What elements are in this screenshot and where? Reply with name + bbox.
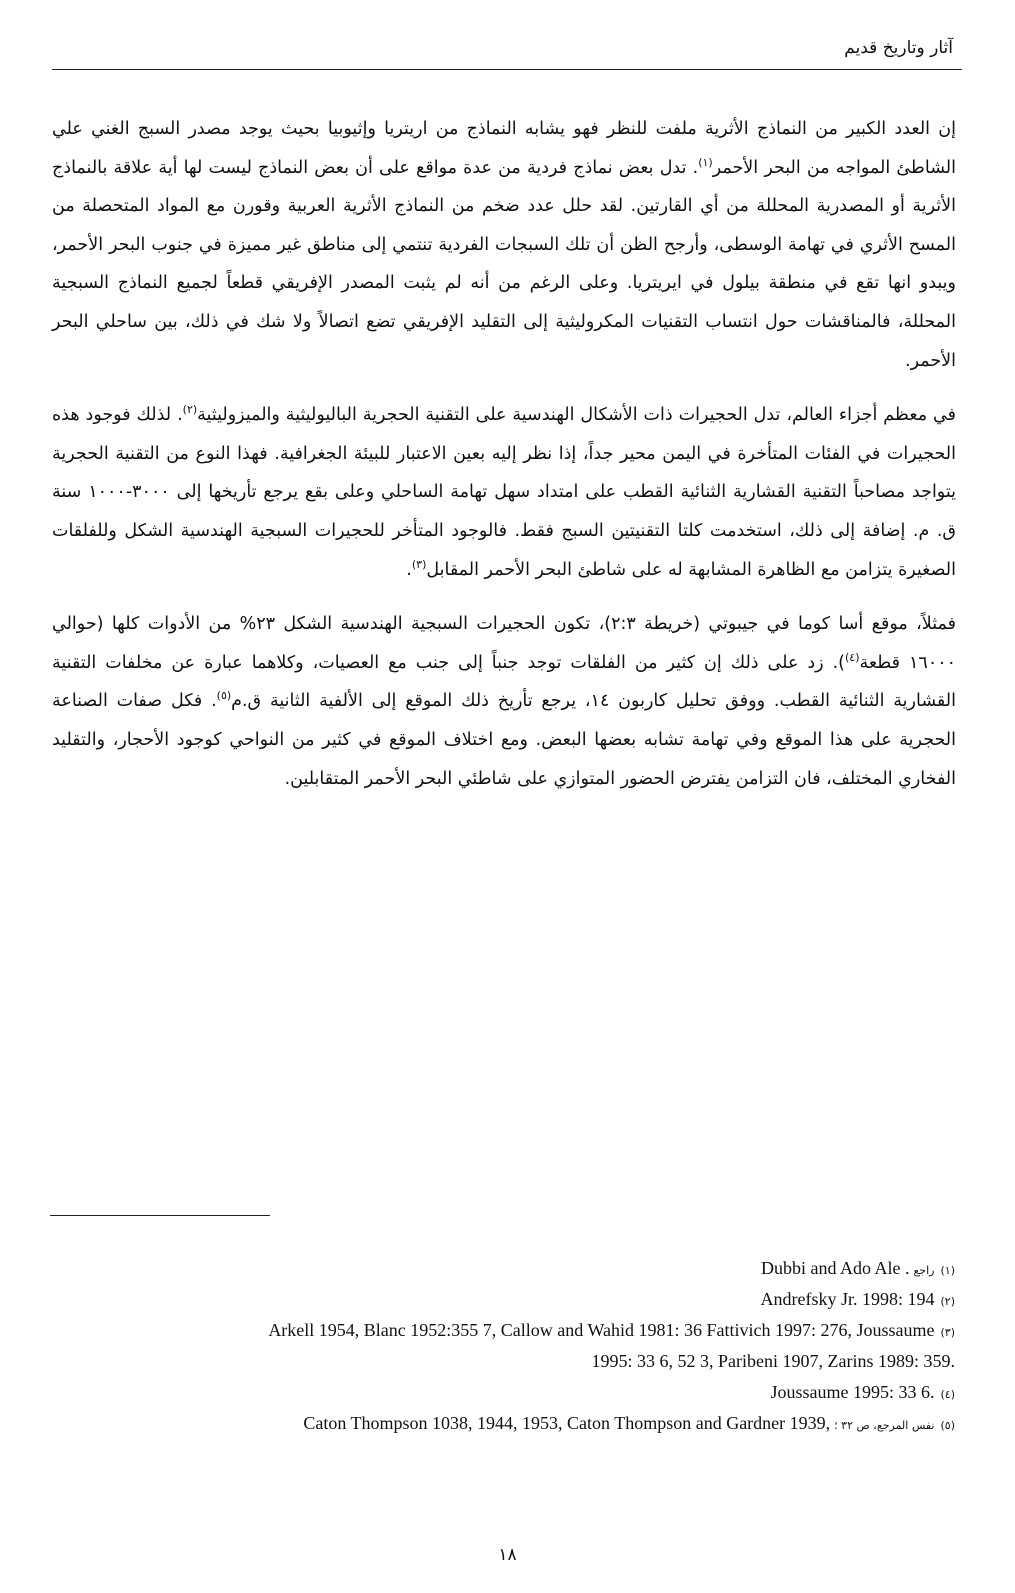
paragraph-1 [52,110,956,380]
paragraph-text: إن العدد الكبير من النماذج الأثرية ملفت للنظر فهو يشابه النماذج من اريتريا وإثيوبيا بحيث يوجد مصدر السبج الغني علي الشاطئ المواجه من البحر الأحمر [52,119,957,178]
footnote-reference: Dubbi and Ado Ale . [760,1258,910,1278]
footnote-marker: (٤) [844,650,860,664]
paragraph-2 [52,396,956,589]
footnote-2 [50,1285,955,1316]
footnote-5 [50,1409,955,1440]
footnote-number: (٤) [940,1388,955,1401]
footnote-reference: Arkell 1954, Blanc 1952:355 7, Callow and Wahid 1981: 36 Fattivich 1997: 276, Joussaume [268,1320,935,1340]
footnote-rule [50,1215,270,1216]
footnote-number: (٥) [940,1419,955,1432]
footnote-reference: Joussaume 1995: 33 6. [770,1382,935,1402]
footnotes [50,1254,955,1440]
footnote-marker: (٥) [216,689,232,703]
paragraph-text: في معظم أجزاء العالم، تدل الحجيرات ذات الأشكال الهندسية على التقنية الحجرية الباليوليثية والميزوليثية [197,405,956,426]
paragraph-text: ). زد على ذلك إن كثير من الفلقات توجد جنباً إلى جنب مع العصيات، وكلاهما عبارة عن مخلفات التقنية القشارية الثنائية القطب. ووفق تحليل كاربون ١٤، يرجع تأريخ ذلك الموقع إلى الألفية الثانية ق.م [52,652,956,712]
footnote-marker: (٣) [411,557,427,571]
footnote-arabic: نفس المرجع، ص ٣٢ ؛ [834,1419,935,1432]
paragraph-text: . [406,559,412,580]
footnote-1 [50,1254,955,1285]
footnote-reference: 1995: 33 6, 52 3, Paribeni 1907, Zarins 1989: 359. [591,1351,955,1371]
paragraph-text: فمثلاً، موقع أسا كوما في جيبوتي (خريطة ٢:٣)، تكون الحجيرات السبجية الهندسية الشكل ٢٣% من الأدوات كلها (حوالي ١٦٠٠٠ قطعة [52,614,957,673]
footnote-reference: Andrefsky Jr. 1998: 194 [760,1289,935,1309]
body-text [52,110,956,814]
footnote-reference: Caton Thompson 1038, 1944, 1953, Caton Thompson and Gardner 1939, [303,1413,831,1433]
footnote-3 [50,1316,955,1347]
footnote-number: (٣) [940,1326,955,1339]
paragraph-3 [52,605,956,798]
footnote-number: (٢) [940,1295,955,1308]
footnote-marker: (٢) [182,403,198,417]
paragraph-text: . تدل بعض نماذج فردية من عدة مواقع على أن بعض النماذج ليست لها أية علاقة بالنماذج الأثرية أو المصدرية المحللة من أي القارتين. لقد حلل عدد ضخم من النماذج الأثرية العربية وقورن مع المواد المتحصلة من المسح الأثري في تهامة الوسطى، وأرجح الظن أن تلك السبجات الفردية تنتمي إلى مناطق غير مميزة في جنوب البحر الأحمر، ويبدو انها تقع في منطقة بيلول في ايريتريا. وعلى الرغم من أنه لم يثبت المصدر الإفريقي قطعاً لجميع النماذج السبجية المحللة، فالمناقشات حول انتساب التقنيات المكروليثية إلى التقليد الإفريقي تضع اتصالاً ولا شك في ذلك، بين ساحلي البحر الأحمر. [52,157,956,371]
footnote-marker: (١) [698,155,713,169]
footnote-3-continued [50,1347,955,1378]
footnote-4 [50,1378,955,1409]
footnote-number: (١) [940,1264,955,1277]
paragraph-text: . لذلك فوجود هذه الحجيرات في الفئات المتأخرة في اليمن محير جداً، إذا نظر إليه بعين الاعتبار للبيئة الجغرافية. فهذا النوع من التقنية الحجرية يتواجد مصاحباً التقنية القشارية الثنائية القطب على امتداد سهل تهامة الساحلي وعلى بقع يرجع تأريخها إلى ٣٠٠٠-١٠٠٠ سنة ق. م. إضافة إلى ذلك، استخدمت كلتا التقنيتين السبج فقط. فالوجود المتأخر للحجيرات السبجية الهندسية الشكل وللفلقات الصغيرة يتزامن مع الظاهرة المشابهة له على شاطئ البحر الأحمر المقابل [52,405,956,580]
page-number: ١٨ [498,1545,517,1565]
running-header: آثار وتاريخ قديم [844,38,953,58]
footnote-arabic: راجع [913,1264,935,1277]
paragraph-text: . فكل صفات الصناعة الحجرية على هذا الموقع وفي تهامة تشابه بعضها البعض. ومع اختلاف الموقع في كثير من النواحي كوجود الأحجار، والتقليد الفخاري المختلف، فان التزامن يفترض الحضور المتوازي على شاطئي البحر الأحمر المتقابلين. [52,691,956,789]
header-rule [52,69,962,70]
